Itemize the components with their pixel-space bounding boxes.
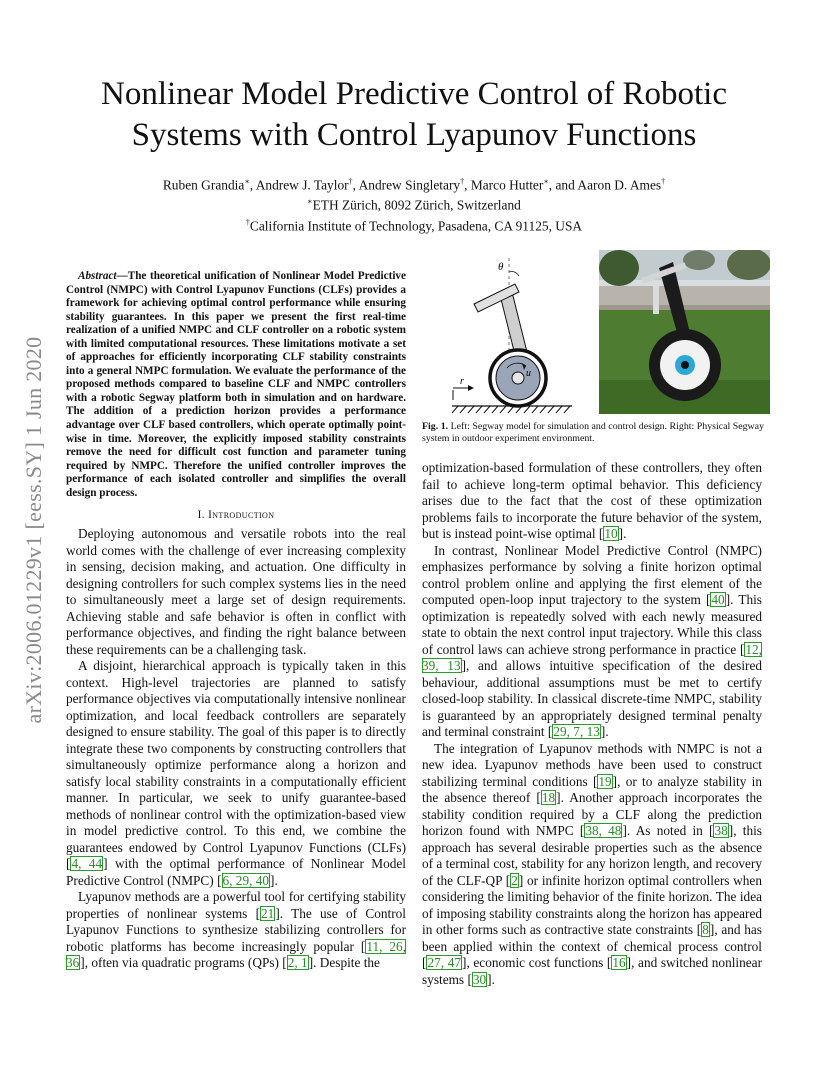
citation-link[interactable]: 12, 39, 13	[422, 641, 762, 673]
affiliation-caltech: †California Institute of Technology, Pasadena, CA 91125, USA	[245, 217, 583, 234]
u-label: u	[526, 368, 531, 379]
title-line-1: Nonlinear Model Predictive Control of Robotic	[101, 76, 727, 112]
citation-link[interactable]: 2, 1	[287, 955, 308, 971]
intro-paragraph-2: A disjoint, hierarchical approach is typically taken in this context. High-level trajectories are planned to satisfy performance objectives via computationally intensive nonlinear optimization, and local feedback controllers are separately designed to ensure stability. The goal of this paper is to directly integrate these two components by constructing controllers that simultaneously optimize performance along a horizon and satisfy local stability constraints in a computationally efficient manner. In particular, we seek to unify guarantee-based methods of nonlinear control with the optimization-based view in model predictive control. To this end, we combine the guarantees endowed by Control Lyapunov Functions (CLFs) [4, 44] with the optimal performance of Nonlinear Model Predictive Control (NMPC) [6, 29, 40].	[66, 658, 406, 888]
left-column	[66, 270, 406, 972]
segway-photo	[599, 250, 770, 414]
citation-link[interactable]: 16	[612, 955, 626, 970]
citation-link[interactable]: 11, 26, 36	[66, 938, 406, 971]
citation-link[interactable]: 38, 48	[585, 823, 622, 838]
caption-label: Fig. 1.	[422, 421, 449, 432]
citation-link[interactable]: 38	[714, 823, 728, 838]
segway-model-diagram	[422, 250, 592, 418]
author-block	[60, 173, 768, 234]
figure-1-caption	[422, 421, 764, 445]
citation-link[interactable]: 6, 29, 40	[222, 872, 270, 888]
r-label: r	[460, 376, 464, 387]
citation-link[interactable]: 18	[541, 790, 556, 805]
citation-link[interactable]: 30	[472, 971, 487, 987]
abstract-text: —The theoretical unification of Nonlinear Model Predictive Control (NMPC) with Control Lyapunov Functions (CLFs) provides a framework for achieving optimal control performance while ensuring stability guarantees. In this paper we present the first real-time realization of a unified NMPC and CLF controller on a robotic system with limited computational resources. These limitations motivate a set of approaches for efficiently incorporating CLF stability constraints into a general NMPC formulation. We evaluate the performance of the proposed methods compared to baseline CLF and NMPC controllers with a robotic Segway platform both in simulation and on hardware. The addition of a prediction horizon provides a performance advantage over CLF based controllers, which operate optimally point-wise in time. Moreover, the explicitly imposed stability constraints remove the need for difficult cost function and parameter tuning required by NMPC. Therefore the unified controller improves the performance of each isolated controller and simplifies the overall design process.	[66, 270, 406, 499]
intro-paragraph-5: In contrast, Nonlinear Model Predictive Control (NMPC) emphasizes performance by solving a finite horizon optimal control problem online and applying the first element of the computed open-loop input trajectory to the system [40]. This optimization is repeatedly solved with each newly measured state to obtain the next control input trajectory. While this class of control laws can achieve strong performance in practice [12, 39, 13], and allows intuitive specification of the desired behaviour, additional assumptions must be met to certify closed-loop stability. In classical discrete-time NMPC, stability is guaranteed by an appropriately designed terminal penalty and terminal constraint [29, 7, 13].	[422, 542, 762, 739]
citation-link[interactable]: 8	[702, 922, 709, 937]
theta-label: θ	[498, 261, 504, 273]
intro-paragraph-1: Deploying autonomous and versatile robots into the real world comes with the challenge of ever increasing complexity in sensing, decision making, and actuation. One difficulty in designing controllers for such complex systems lies in the need to simultaneously meet a large set of design requirements. Achieving stable and safe behavior is often in conflict with performance objectives, and finding the right balance between these requirements can be a challenging task.	[66, 526, 406, 657]
citation-link[interactable]: 19	[598, 773, 612, 789]
citation-link[interactable]: 29, 7, 13	[553, 724, 600, 739]
paper-title	[60, 74, 768, 156]
abstract	[66, 270, 406, 500]
citation-link[interactable]: 40	[711, 592, 725, 607]
figure-1	[422, 250, 766, 420]
title-line-2: Systems with Control Lyapunov Functions	[131, 117, 697, 153]
citation-link[interactable]: 27, 47	[427, 955, 461, 970]
section-heading-introduction: I. Introduction	[197, 509, 275, 522]
citation-link[interactable]: 4, 44	[71, 856, 103, 872]
citation-link[interactable]: 2	[511, 872, 518, 888]
citation-link[interactable]: 10	[604, 526, 618, 541]
intro-paragraph-6: The integration of Lyapunov methods with NMPC is not a new idea. Lyapunov methods have been used to construct stabilizing terminal conditions [19], or to analyze stability in the absence thereof [18]. Another approach incorporates the stability condition required by a CLF along the prediction horizon found with NMPC [38, 48]. As noted in [38], this approach has several desirable properties such as the absence of a terminal cost, stability for any horizon length, and recovery of the CLF-QP [2] or infinite horizon optimal controllers when considering the limiting behavior of the finite horizon. The idea of imposing stability constraints along the horizon has appeared in other forms such as contractive state constraints [8], and has been applied within the context of chemical process control [27, 47], economic cost functions [16], and switched nonlinear systems [30].	[422, 740, 763, 987]
arxiv-identifier: arXiv:2006.01229v1 [eess.SY] 1 Jun 2020	[21, 336, 46, 724]
abstract-label: Abstract	[78, 270, 117, 282]
intro-paragraph-3: Lyapunov methods are a powerful tool for certifying stability properties of nonlinear systems [21]. The use of Control Lyapunov Functions to synthesize stabilizing controllers for robotic platforms has become increasingly popular [11, 26, 36], often via quadratic programs (QPs) [2, 1]. Despite the	[66, 889, 406, 971]
citation-link[interactable]: 21	[261, 905, 275, 921]
caption-text: Left: Segway model for simulation and control design. Right: Physical Segway system in outdoor experiment environment.	[422, 421, 765, 444]
affiliation-eth: ∗ETH Zürich, 8092 Zürich, Switzerland	[307, 197, 521, 213]
right-column	[422, 460, 762, 988]
intro-paragraph-4: optimization-based formulation of these controllers, they often fail to achieve long-term optimal behavior. This deficiency arises due to the fact that the cost of these optimization problems fails to incorporate the future behavior of the system, but is instead point-wise optimal [10].	[422, 460, 762, 541]
author-list: Ruben Grandia∗, Andrew J. Taylor†, Andrew Singletary†, Marco Hutter∗, and Aaron D. Ames†	[162, 177, 666, 193]
